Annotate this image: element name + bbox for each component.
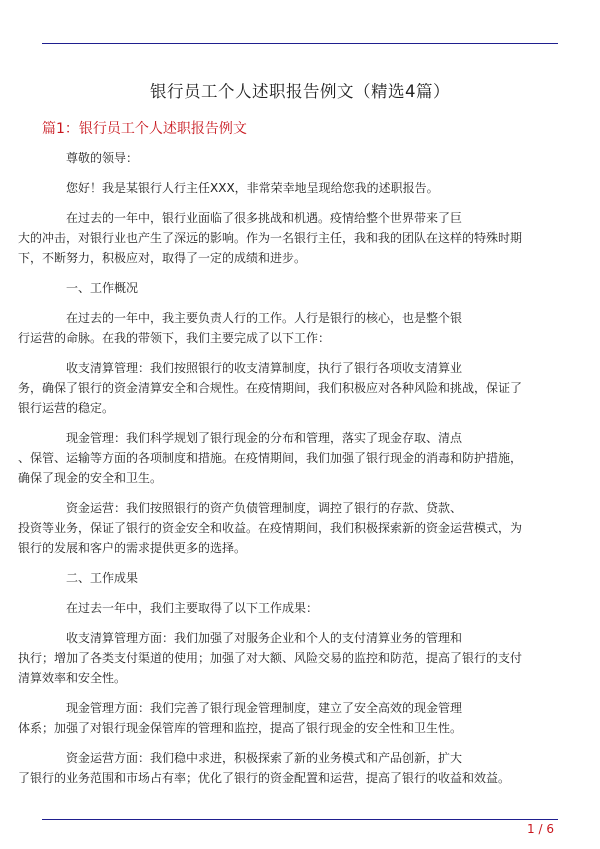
page-number: 1 / 6 [527,822,554,836]
paragraph-line: 一、工作概况 [66,281,139,295]
paragraph [18,748,556,788]
paragraph [42,278,556,298]
paragraph-line: 在过去的一年中，我主要负责人行的工作。人行是银行的核心，也是整个银 [66,311,463,325]
section-title: 篇1：银行员工个人述职报告例文 [42,121,247,137]
paragraph [42,178,556,198]
paragraph-line: 在过去一年中，我们主要取得了以下工作成果： [66,601,319,615]
paragraph-line: 下，不断努力，积极应对，取得了一定的成绩和进步。 [18,251,307,265]
paragraph-line: 务，确保了银行的资金清算安全和合规性。在疫情期间，我们积极应对各种风险和挑战，保证了 [18,381,523,395]
paragraph [18,698,556,738]
paragraph-line: 确保了现金的安全和卫生。 [18,471,163,485]
paragraph [18,428,556,488]
paragraph-line: 在过去的一年中，银行业面临了很多挑战和机遇。疫情给整个世界带来了巨 [66,211,463,225]
footer-rule [42,819,558,820]
paragraph-line: 投资等业务，保证了银行的资金安全和收益。在疫情期间，我们积极探索新的资金运营模式，为 [18,521,523,535]
paragraph-line: 大的冲击，对银行业也产生了深远的影响。作为一名银行主任，我和我的团队在这样的特殊时期 [18,231,523,245]
paragraph-line: 现金管理方面：我们完善了银行现金管理制度，建立了安全高效的现金管理 [66,701,463,715]
paragraph-line: 收支清算管理：我们按照银行的收支清算制度，执行了银行各项收支清算业 [66,361,463,375]
paragraph [42,568,556,588]
document-body [18,148,556,798]
paragraph [18,308,556,348]
paragraph-line: 清算效率和安全性。 [18,671,127,685]
paragraph-line: 银行的发展和客户的需求提供更多的选择。 [18,541,247,555]
paragraph-line: 银行运营的稳定。 [18,401,115,415]
document-title: 银行员工个人述职报告例文（精选4篇） [150,82,450,101]
header-rule [42,43,558,44]
paragraph [18,498,556,558]
paragraph [18,358,556,418]
paragraph-line: 二、工作成果 [66,571,139,585]
paragraph-line: 资金运营：我们按照银行的资产负债管理制度，调控了银行的存款、贷款、 [66,501,463,515]
paragraph-line: 执行；增加了各类支付渠道的使用；加强了对大额、风险交易的监控和防范，提高了银行的支付 [18,651,523,665]
paragraph-line: 您好！我是某银行人行主任XXX，非常荣幸地呈现给您我的述职报告。 [66,181,439,195]
paragraph-line: 行运营的命脉。在我的带领下，我们主要完成了以下工作： [18,331,331,345]
paragraph-line: 、保管、运输等方面的各项制度和措施。在疫情期间，我们加强了银行现金的消毒和防护措施， [18,451,523,465]
paragraph [18,628,556,688]
paragraph-line: 了银行的业务范围和市场占有率；优化了银行的资金配置和运营，提高了银行的收益和效益。 [18,771,511,785]
paragraph-line: 资金运营方面：我们稳中求进，积极探索了新的业务模式和产品创新，扩大 [66,751,463,765]
paragraph-line: 现金管理：我们科学规划了银行现金的分布和管理，落实了现金存取、清点 [66,431,463,445]
paragraph [42,598,556,618]
paragraph-line: 尊敬的领导： [66,151,139,165]
paragraph [42,148,556,168]
paragraph [18,208,556,268]
paragraph-line: 体系；加强了对银行现金保管库的管理和监控，提高了银行现金的安全性和卫生性。 [18,721,463,735]
paragraph-line: 收支清算管理方面：我们加强了对服务企业和个人的支付清算业务的管理和 [66,631,463,645]
